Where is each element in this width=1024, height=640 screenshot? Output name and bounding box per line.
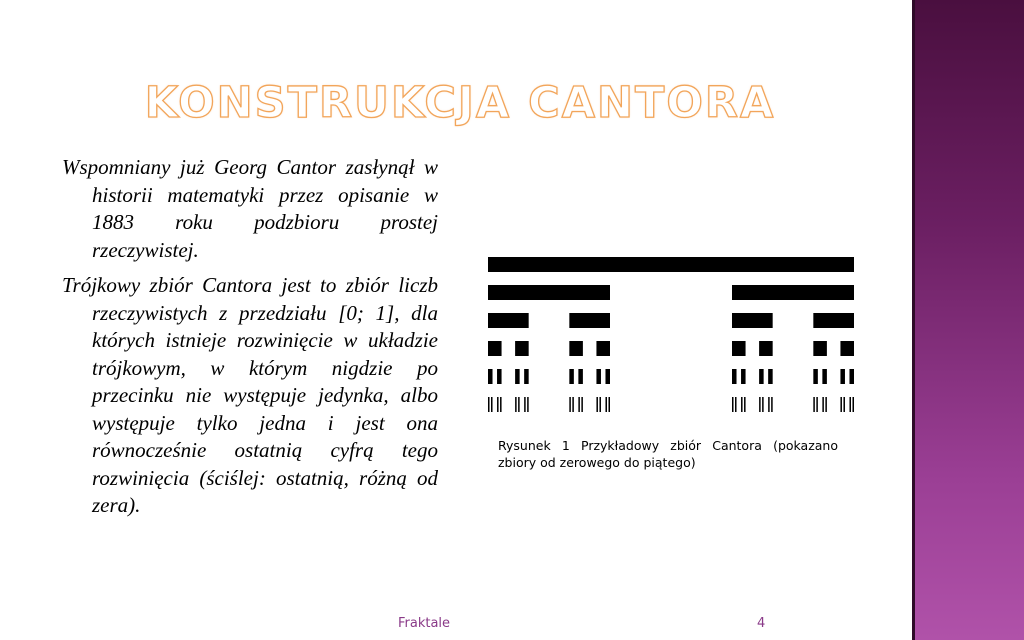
cantor-level-4-segment-9 [741,369,746,384]
cantor-level-5-segment-8 [569,397,571,412]
cantor-level-5-segment-25 [816,397,818,412]
cantor-level-5-segment-0 [488,397,490,412]
cantor-level-2-segment-2 [732,313,773,328]
cantor-level-2-segment-1 [569,313,610,328]
slide-title[interactable]: KONSTRUKCJA CANTORA [144,78,776,128]
paragraph-1[interactable]: Wspomniany już Georg Cantor zasłynął w historii matematyki przez opisanie w 1883 roku podzbioru prostej rzeczywistej. [62,155,438,262]
cantor-level-4-segment-1 [497,369,502,384]
cantor-level-5-segment-7 [527,397,529,412]
cantor-level-5-segment-23 [771,397,773,412]
cantor-level-3-segment-5 [759,341,773,356]
cantor-level-3-segment-3 [596,341,610,356]
cantor-level-4-segment-10 [759,369,764,384]
cantor-level-5-segment-22 [768,397,770,412]
cantor-level-5-segment-31 [852,397,854,412]
cantor-level-0-segment-0 [488,257,854,272]
cantor-level-5-segment-6 [524,397,526,412]
footer-label: Fraktale [398,616,451,631]
cantor-level-4-segment-0 [488,369,493,384]
figure-caption[interactable]: Rysunek 1 Przykładowy zbiór Cantora (pokazano zbiory od zerowego do piątego) [498,438,838,470]
cantor-level-3-segment-0 [488,341,502,356]
cantor-level-4-segment-14 [840,369,845,384]
cantor-level-5-segment-10 [578,397,580,412]
cantor-level-5-segment-3 [500,397,502,412]
cantor-level-5-segment-18 [741,397,743,412]
cantor-level-3-segment-7 [840,341,854,356]
cantor-level-1-segment-0 [488,285,610,300]
cantor-level-5-segment-14 [605,397,607,412]
cantor-level-1-segment-1 [732,285,854,300]
cantor-level-5-segment-30 [849,397,851,412]
cantor-level-5-segment-24 [813,397,815,412]
cantor-level-4-segment-13 [822,369,827,384]
cantor-level-5-segment-29 [843,397,845,412]
cantor-level-4-segment-2 [515,369,520,384]
cantor-level-5-segment-15 [608,397,610,412]
cantor-level-3-segment-2 [569,341,583,356]
paragraph-2[interactable]: Trójkowy zbiór Cantora jest to zbiór liczb rzeczywistych z przedziału [0; 1], dla których istnieje rozwinięcie w układzie trójkowym, w którym nigdzie po przecinku nie występuje jedynka, albo występuje tylko jedna i jest ona równocześnie ostatnią cyfrą tego rozwinięcia (ściślej: ostatnią, różną od zera). [62,273,438,517]
cantor-level-5-segment-27 [825,397,827,412]
cantor-level-5-segment-17 [735,397,737,412]
cantor-level-4-segment-11 [768,369,773,384]
cantor-level-5-segment-12 [596,397,598,412]
cantor-level-5-segment-20 [759,397,761,412]
cantor-level-3-segment-6 [813,341,827,356]
cantor-level-4-segment-6 [596,369,601,384]
cantor-level-4-segment-4 [569,369,574,384]
cantor-level-2-segment-0 [488,313,529,328]
cantor-level-5-segment-1 [491,397,493,412]
cantor-level-4-segment-7 [605,369,610,384]
cantor-level-5-segment-9 [572,397,574,412]
cantor-level-4-segment-3 [524,369,529,384]
cantor-level-5-segment-28 [840,397,842,412]
cantor-level-3-segment-4 [732,341,746,356]
cantor-level-5-segment-16 [732,397,734,412]
cantor-level-5-segment-19 [744,397,746,412]
cantor-level-5-segment-4 [515,397,517,412]
page-number: 4 [757,616,766,631]
cantor-level-5-segment-21 [762,397,764,412]
cantor-level-4-segment-8 [732,369,737,384]
cantor-level-5-segment-5 [518,397,520,412]
cantor-level-4-segment-5 [578,369,583,384]
cantor-level-3-segment-1 [515,341,529,356]
cantor-level-5-segment-11 [581,397,583,412]
cantor-level-5-segment-2 [497,397,499,412]
cantor-level-5-segment-26 [822,397,824,412]
cantor-level-2-segment-3 [813,313,854,328]
cantor-level-5-segment-13 [599,397,601,412]
cantor-level-4-segment-12 [813,369,818,384]
cantor-level-4-segment-15 [849,369,854,384]
